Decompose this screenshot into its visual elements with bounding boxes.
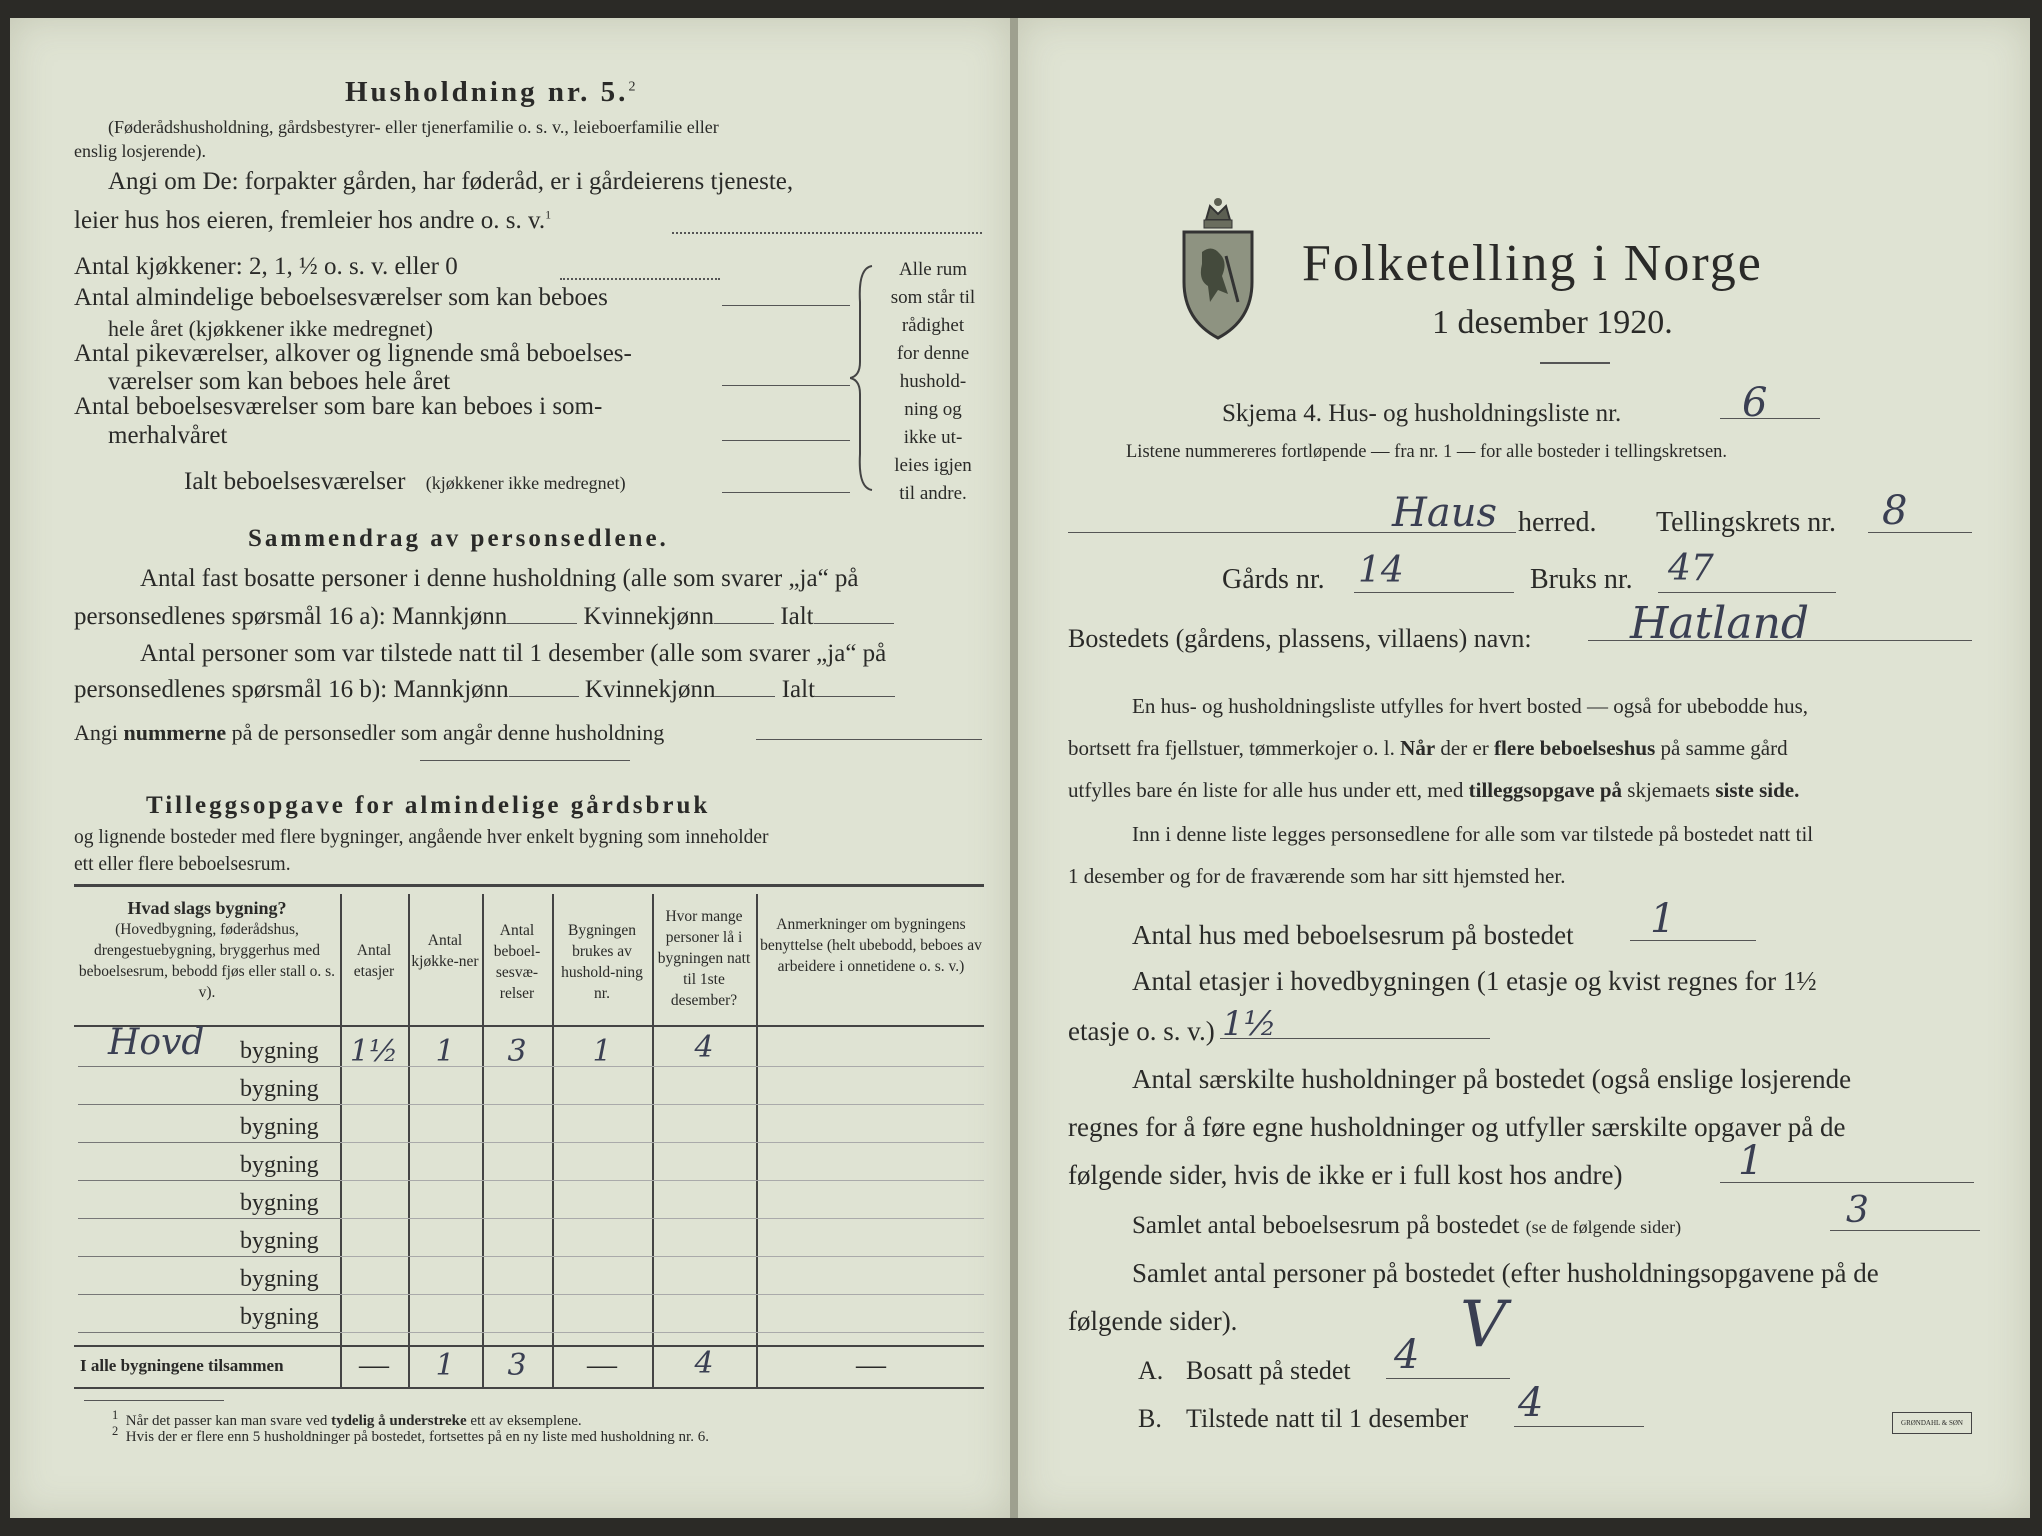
brace-note-line: rådighet [901,315,965,336]
table-row-rule [340,1218,984,1219]
resident-line-2 [74,603,894,631]
q-rooms-note: (se de følgende sider) [1525,1217,1682,1237]
present-male-line [509,696,579,697]
brace-note-line: til andre. [899,483,967,504]
skjema-label: Skjema 4. Hus- og husholdningsliste nr. [1222,400,1622,427]
q-persons-line-1: Samlet antal personer på bostedet (efter husholdningsopgavene på de [1132,1258,1879,1288]
angi-line-1: Angi om De: forpakter gården, har føderåd, er i gårdeierens tjeneste, [108,168,794,195]
q-houses-line [1630,940,1756,941]
instruction-2-mid-2: på samme gård [1655,736,1788,760]
instruction-1: En hus- og husholdningsliste utfylles for hvert bosted — også for ubebodde hus, [1132,694,1808,718]
numbers-bold: nummerne [123,720,227,745]
table-row-suffix: bygning [240,1114,319,1140]
table-row-line [78,1104,340,1105]
b-text: Tilstede natt til 1 desember [1186,1404,1469,1433]
angi-sup: 1 [545,207,552,222]
table-bottom-border [74,1387,984,1389]
instruction-5: 1 desember og for de fraværende som har sitt hjemsted her. [1068,864,1566,888]
present-total-line [815,696,895,697]
table-row-line [78,1294,340,1295]
extra-desc-2: ett eller flere beboelsesrum. [74,854,291,875]
page-fold [1010,18,1018,1518]
table-total-border [74,1345,984,1347]
table-row-suffix: bygning [240,1152,319,1178]
a-text: Bosatt på stedet [1186,1356,1351,1385]
total-kitchens-value: 1 [435,1348,455,1383]
extra-heading [146,792,710,820]
census-date: 1 desember 1920. [1432,304,1673,341]
footnote-2-text: Hvis der er flere enn 5 husholdninger på bostedet, fortsettes på en ny liste med husholdning nr. 6. [125,1429,709,1445]
brace-note-line: som står til [890,287,976,308]
total-remarks-value: — [856,1348,886,1381]
brace-note-line: ning og [904,399,962,420]
extra-desc-1: og lignende bosteder med flere bygninger, angående hver enkelt bygning som inneholder [74,827,769,848]
table-top-border [74,884,984,887]
q-persons-line-2: følgende sider). [1068,1306,1238,1336]
rooms-brace-note [878,256,988,508]
printer-stamp-text: GRØNDAHL & SØN [1901,1419,1963,1427]
col-header-kitchens: Antal kjøkke-ner [411,932,479,970]
table-row-line [78,1142,340,1143]
bruks-line [1658,592,1836,593]
col-header-rooms: Antal beboel-sesvæ-relser [493,922,541,1002]
numbers-post: på de personsedler som angår denne husholdning [226,720,665,745]
table-row-line [78,1332,340,1333]
present-total-label: Ialt [781,676,816,703]
col-header-type-desc: (Hovedbygning, føderådshus, drengestuebygning, bryggerhus med beboelsesrum, bebodd fjøs eller stall o. s. v). [78,921,336,1001]
intro-note: (Føderådshusholdning, gårdsbestyrer- eller tjenerfamilie o. s. v., leieboerfamilie eller [108,117,719,137]
instruction-2-bold-1: Når [1400,736,1436,760]
col-header-type [78,898,336,1003]
table-header-border [74,1025,984,1027]
instruction-3-text: utfylles bare én liste for alle hus under ett, med [1068,778,1464,802]
household-title-text: Husholdning nr. 5. [345,76,629,108]
q-floors-line-2: etasje o. s. v.) [1068,1016,1215,1046]
numbers-answer-line [756,739,982,740]
angi-line-2 [74,207,551,235]
ordinary-rooms-2: hele året (kjøkkener ikke medregnet) [108,316,433,341]
numbers-pre: Angi [74,720,124,745]
angi-line-2-text: leier hus hos eieren, fremleier hos andre o. s. v. [74,207,546,234]
present-male-label: personsedlenes spørsmål 16 b): Mannkjønn [74,676,509,703]
present-female-label: Kvinnekjønn [584,676,716,703]
table-row-line [78,1256,340,1257]
numbers-line [74,720,664,746]
gards-line [1354,592,1514,593]
left-page [10,18,1010,1518]
total-row-label: I alle bygningene tilsammen [80,1356,284,1375]
present-line-1: Antal personer som var tilstede natt til 1 desember (alle som svarer „ja“ på [140,640,887,667]
maid-answer-line [722,385,850,386]
bruks-label: Bruks nr. [1530,564,1633,595]
resident-total-line [814,623,894,624]
footnote-1-pre: Når det passer kan man svare ved [125,1413,332,1429]
instruction-2 [1068,736,1788,761]
resident-male-line [507,623,577,624]
maid-rooms-2: værelser som kan beboes hele året [108,368,451,395]
ordinary-answer-line [722,305,850,306]
b-value: 4 [1518,1380,1544,1426]
household-title [345,76,635,109]
bruks-value: 47 [1668,548,1714,589]
herred-label: herred. [1518,507,1597,538]
table-row-line [78,1180,340,1181]
household-title-sup: 2 [628,79,636,95]
resident-female-line [714,623,774,624]
extra-heading-text: Tilleggsopgave for almindelige gårdsbruk [146,792,711,819]
total-rooms-value: 3 [507,1348,527,1383]
intro-note-2: enslig losjerende). [74,141,206,161]
bosted-value: Hatland [1630,598,1810,649]
date-divider [1540,362,1610,364]
row1-rooms-value: 3 [507,1034,527,1069]
footnote-rule [84,1400,224,1401]
table-row-suffix: bygning [240,1304,319,1330]
maid-rooms-1: Antal pikeværelser, alkover og lignende små beboelses- [74,340,632,367]
total-rooms-answer-line [722,492,850,493]
col-sep [756,894,758,1387]
brace-note-line: ikke ut- [903,427,963,448]
instruction-4: Inn i denne liste legges personsedlene for alle som var tilstede på bostedet natt til [1132,822,1814,846]
krets-label: Tellingskrets nr. [1656,507,1837,538]
q-households-line-3: følgende sider, hvis de ikke er i full kost hos andre) [1068,1160,1623,1190]
q-floors-line-1: Antal etasjer i hovedbygningen (1 etasje og kvist regnes for 1½ [1132,966,1817,996]
summer-rooms-1: Antal beboelsesværelser som bare kan beboes i som- [74,393,603,420]
col-header-household: Bygningen brukes av hushold-ning nr. [561,922,643,1002]
kitchens-dots [560,278,720,280]
a-answer-line [1386,1378,1510,1379]
brace-note-line: leies igjen [894,455,972,476]
a-value: 4 [1394,1332,1420,1378]
row1-household-value: 1 [592,1034,612,1069]
row1-type-value: Hovd [108,1022,205,1063]
col-header-remarks: Anmerkninger om bygningens benyttelse (helt ubebodd, beboes av arbeidere i onnetidene o. s. v.) [760,916,982,975]
resident-total-label: Ialt [780,603,814,630]
footnote-2 [112,1424,709,1446]
q-floors-value: 1½ [1222,1004,1277,1044]
census-title: Folketelling i Norge [1302,235,1763,292]
printer-stamp [1892,1412,1972,1434]
kitchens-label: Antal kjøkkener: 2, 1, ½ o. s. v. eller 0 [74,253,458,280]
check-mark: V [1460,1288,1507,1362]
skjema-nr-line [1720,418,1820,419]
summer-answer-line [722,440,850,441]
total-persons-value: 4 [694,1346,714,1381]
norway-coat-of-arms-icon [1176,192,1260,342]
q-houses-label: Antal hus med beboelsesrum på bostedet [1132,920,1574,950]
total-rooms-text: Ialt beboelsesværelser [184,468,406,495]
brace-note-line: Alle rum [898,259,968,280]
col-header-floors: Antal etasjer [353,942,395,980]
krets-value: 8 [1882,488,1908,534]
footnote-1-num: 1 [112,1408,119,1422]
resident-line-1: Antal fast bosatte personer i denne husholdning (alle som svarer „ja“ på [140,565,859,592]
present-female-line [715,696,775,697]
instruction-3-bold-2: siste side. [1715,778,1800,802]
footnote-2-num: 2 [112,1424,119,1438]
table-row-rule [340,1180,984,1181]
skjema-nr-value: 6 [1742,380,1768,426]
instruction-3-bold-1: tilleggsopgave på [1468,778,1623,802]
rooms-brace [850,262,880,492]
list-note: Listene nummereres fortløpende — fra nr. 1 — for alle bosteder i tellingskretsen. [1126,442,1728,462]
footnote-1-post: ett av eksemplene. [466,1413,582,1429]
a-label: A. [1138,1356,1164,1385]
q-households-line-2: regnes for å føre egne husholdninger og utfyller særskilte opgaver på de [1068,1112,1846,1142]
instruction-2-bold-2: flere beboelseshus [1494,736,1656,760]
herred-value: Haus [1392,490,1498,536]
total-rooms-note: (kjøkkener ikke medregnet) [425,473,626,493]
summer-rooms-2: merhalvåret [108,422,228,449]
present-line-2 [74,676,895,704]
table-row-suffix: bygning [240,1266,319,1292]
angi-answer-line [672,232,982,234]
resident-male-label: personsedlenes spørsmål 16 a): Mannkjønn [74,603,508,630]
row1-persons-value: 4 [694,1030,714,1065]
table-row-rule [340,1294,984,1295]
summary-heading [248,525,669,553]
table-row-suffix: bygning [240,1228,319,1254]
col-header-persons: Hvor mange personer lå i bygningen natt til 1ste desember? [657,908,751,1009]
instruction-2-text: bortsett fra fjellstuer, tømmerkojer o. l. [1068,736,1395,760]
b-label: B. [1138,1404,1162,1433]
row1-kitchens-value: 1 [435,1034,455,1069]
col-header-type-title: Hvad slags bygning? [127,898,287,918]
table-row-suffix: bygning [240,1038,319,1064]
q-rooms-line [1132,1212,1681,1240]
ordinary-rooms-1: Antal almindelige beboelsesværelser som kan beboes [74,284,608,311]
q-houses-value: 1 [1650,896,1676,942]
total-floors-value: — [359,1348,389,1381]
footnote-1-bold: tydelig å understreke [331,1413,467,1429]
b-answer-line [1514,1426,1644,1427]
summary-divider [420,760,630,761]
summary-heading-text: Sammendrag av personsedlene. [248,525,669,552]
table-row-suffix: bygning [240,1076,319,1102]
table-row-rule [340,1332,984,1333]
table-row-rule [340,1256,984,1257]
brace-note-line: hushold- [899,371,967,392]
table-row-line [78,1218,340,1219]
instruction-3-mid: skjemaets [1622,778,1716,802]
table-row-suffix: bygning [240,1190,319,1216]
resident-female-label: Kvinnekjønn [583,603,715,630]
gards-label: Gårds nr. [1222,564,1325,595]
q-households-value: 1 [1738,1138,1764,1184]
total-household-value: — [587,1348,617,1381]
table-row-rule [340,1104,984,1105]
row1-floors-value: 1½ [349,1034,399,1069]
q-households-line-1: Antal særskilte husholdninger på bostedet (også enslige losjerende [1132,1064,1852,1094]
instruction-2-mid-1: der er [1435,736,1495,760]
bosted-label: Bostedets (gårdens, plassens, villaens) navn: [1068,624,1532,653]
q-rooms-label: Samlet antal beboelsesrum på bostedet [1132,1212,1520,1239]
instruction-3 [1068,778,1799,803]
table-row-rule [340,1142,984,1143]
gards-value: 14 [1358,550,1404,591]
q-rooms-value: 3 [1846,1190,1869,1231]
total-rooms-label [184,468,626,496]
brace-note-line: for denne [896,343,970,364]
table-row-line [78,1066,340,1067]
